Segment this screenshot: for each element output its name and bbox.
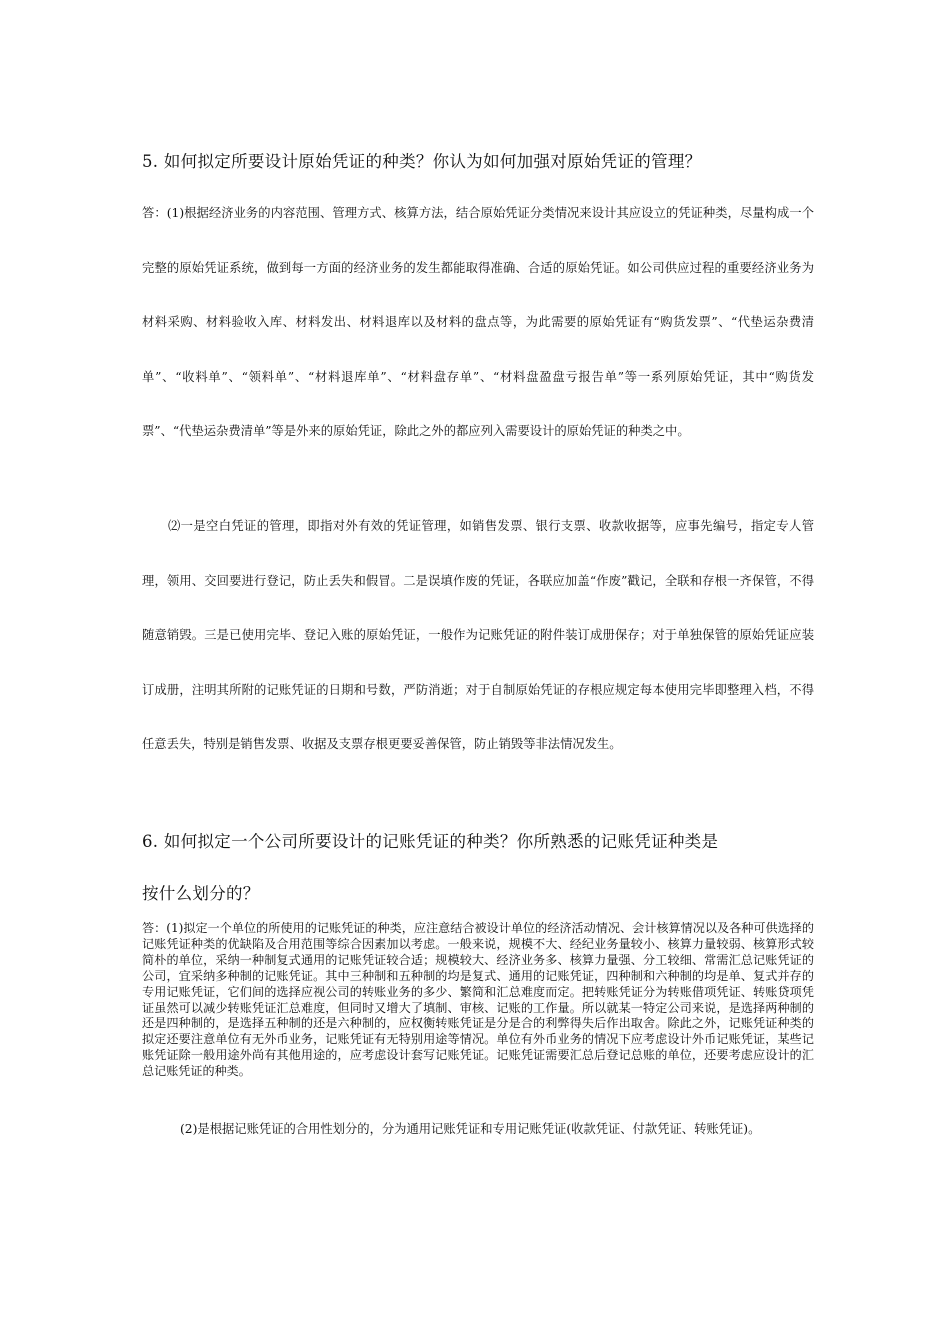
question-5-title: 5. 如何拟定所要设计原始凭证的种类？你认为如何加强对原始凭证的管理？ — [142, 152, 702, 171]
question-5-answer-1: 答：(1)根据经济业务的内容范围、管理方式、核算方法，结合原始凭证分类情况来设计其应设立的凭证种类，尽量构成一个完整的原始凭证系统，做到每一方面的经济业务的发生都能取得准确、合适的原始凭证。如公司供应过程的重要经济业务为材料采购、材料验收入库、材料发出、材料退库以及材料的盘点等，为此需要的原始凭证有“购货发票”、“代垫运杂费清单”、“收料单”、“领料单”、“材料退库单”、“材料盘存单”、“材料盘盈盘亏报告单”等一系列原始凭证，其中“购货发票”、“代垫运杂费清单”等是外来的原始凭证，除此之外的都应列入需要设计的原始凭证的种类之中。 — [142, 206, 814, 439]
question-5-answer-2: ⑵一是空白凭证的管理，即指对外有效的凭证管理，如销售发票、银行支票、收款收据等，应事先编号，指定专人管理，领用、交回要进行登记，防止丢失和假冒。二是误填作废的凭证，各联应加盖“作废”戳记，全联和存根一齐保管，不得随意销毁。三是已使用完毕、登记入账的原始凭证，一般作为记账凭证的附件装订成册保存；对于单独保管的原始凭证应装订成册，注明其所附的记账凭证的日期和号数，严防消逝；对于自制原始凭证的存根应规定每本使用完毕即整理入档，不得任意丢失，特别是销售发票、收据及支票存根更要妥善保管，防止销毁等非法情况发生。 — [142, 519, 814, 752]
question-6-answer-1: 答：(1)拟定一个单位的所使用的记账凭证的种类，应注意结合被设计单位的经济活动情况、会计核算情况以及各种可供选择的记账凭证种类的优缺陷及合用范围等综合因素加以考虑。一般来说，规模不大、经纪业务量较小、核算力量较弱、核算形式较简朴的单位，采纳一种制复式通用的记账凭证较合适；规模较大、经济业务多、核算力量强、分工较细、常需汇总记账凭证的公司，宜采纳多种制的记账凭证。其中三种制和五种制的均是复式、通用的记账凭证，四种制和六种制的均是单、复式并存的专用记账凭证，它们间的选择应视公司的转账业务的多少、繁简和汇总难度而定。把转账凭证分为转账借项凭证、转账贷项凭证虽然可以减少转账凭证汇总难度，但同时又增大了填制、审核、记账的工作量。所以就某一特定公司来说，是选择两种制的还是四种制的，是选择五种制的还是六种制的，应权衡转账凭证是分是合的利弊得失后作出取舍。除此之外，记账凭证种类的拟定还要注意单位有无外币业务，记账凭证有无特别用途等情况。单位有外币业务的情况下应考虑设计外币记账凭证，某些记账凭证除一般用途外尚有其他用途的，应考虑设计套写记账凭证。记账凭证需要汇总后登记总账的单位，还要考虑应设计的汇总记账凭证的种类。 — [142, 921, 814, 1079]
question-6-title-line-1: 6. 如何拟定一个公司所要设计的记账凭证的种类？你所熟悉的记账凭证种类是 — [142, 832, 719, 851]
question-6-title-line-2: 按什么划分的？ — [142, 884, 260, 903]
question-6-answer-2: (2)是根据记账凭证的合用性划分的，分为通用记账凭证和专用记账凭证(收款凭证、付款凭证、转账凭证)。 — [180, 1122, 761, 1136]
